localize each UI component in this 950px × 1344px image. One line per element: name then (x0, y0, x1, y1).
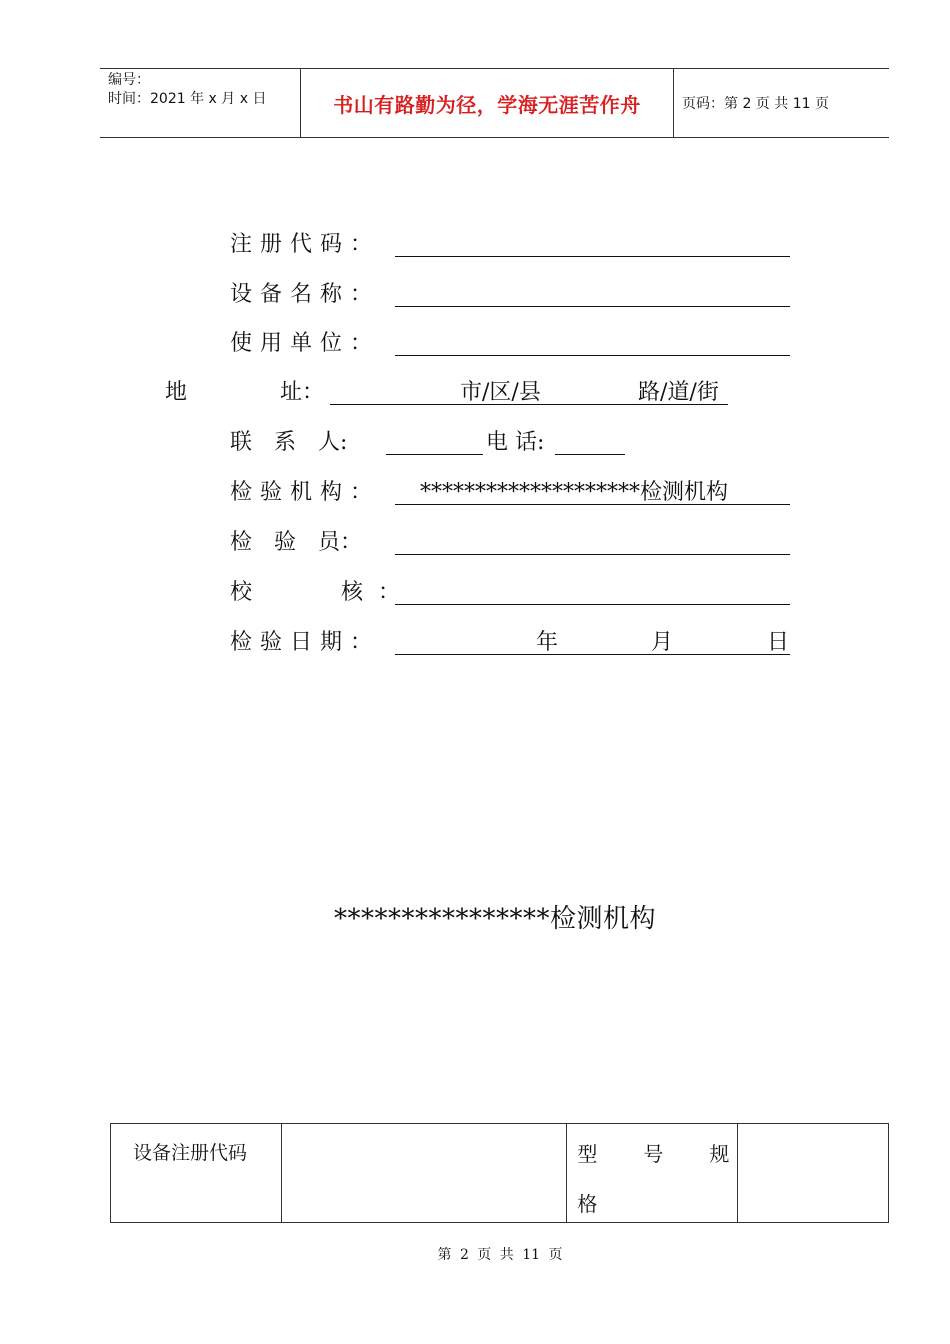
phone-field[interactable] (555, 426, 625, 455)
table-cell-register-code-label (111, 1124, 282, 1223)
address-label-part1: 地 (165, 380, 188, 405)
date-year-text: 年 (536, 630, 559, 655)
inspector-label: 检 验 员： (230, 530, 363, 555)
user-unit-label: 使用单位： (230, 331, 381, 356)
header-motto: 书山有路勤为径，学海无涯苦作舟 (301, 69, 674, 137)
header-page-info: 页码：第 2 页 共 11 页 (682, 96, 829, 112)
table-cell-register-code-value[interactable] (281, 1124, 567, 1223)
page-header (100, 68, 889, 138)
table-row (111, 1124, 889, 1223)
checker-label: 校 核： (230, 580, 416, 605)
phone-label: 电 话: (486, 430, 545, 455)
register-code-header: 设备注册代码 (133, 1142, 248, 1164)
inspection-org-label: 检验机构： (230, 480, 381, 505)
checker-field[interactable] (395, 576, 790, 605)
equipment-info-table (110, 1123, 889, 1223)
contact-label: 联 系 人: (230, 430, 348, 455)
table-cell-model-label (567, 1124, 738, 1223)
date-day-text: 日 (767, 630, 790, 655)
inspection-org-value: ********************检测机构 (420, 480, 729, 505)
time-label: 时间：2021 年 x 月 x 日 (108, 91, 267, 107)
page-footer: 第 2 页 共 11 页 (437, 1247, 563, 1263)
contact-field[interactable] (386, 426, 483, 455)
model-spec-line2: 格 (577, 1192, 598, 1216)
model-char-2: 号 (643, 1142, 664, 1166)
date-field[interactable] (395, 626, 790, 655)
register-code-field[interactable] (395, 228, 790, 257)
date-label: 检验日期： (230, 630, 381, 655)
inspector-field[interactable] (395, 526, 790, 555)
header-left-cell (100, 69, 301, 137)
date-month-text: 月 (651, 630, 674, 655)
table-cell-model-value[interactable] (738, 1124, 889, 1223)
number-label: 编号： (108, 72, 150, 88)
address-label-part2: 址： (280, 380, 325, 405)
device-name-label: 设备名称： (230, 282, 381, 307)
address-city-text: 市/区/县 (460, 380, 541, 405)
model-char-3: 规 (709, 1142, 730, 1166)
model-spec-line1 (577, 1138, 729, 1167)
address-road-text: 路/道/街 (638, 380, 719, 405)
register-code-label: 注册代码： (230, 232, 381, 257)
model-char-1: 型 (577, 1142, 598, 1166)
organization-title: ****************检测机构 (333, 904, 656, 934)
device-name-field[interactable] (395, 278, 790, 307)
user-unit-field[interactable] (395, 327, 790, 356)
